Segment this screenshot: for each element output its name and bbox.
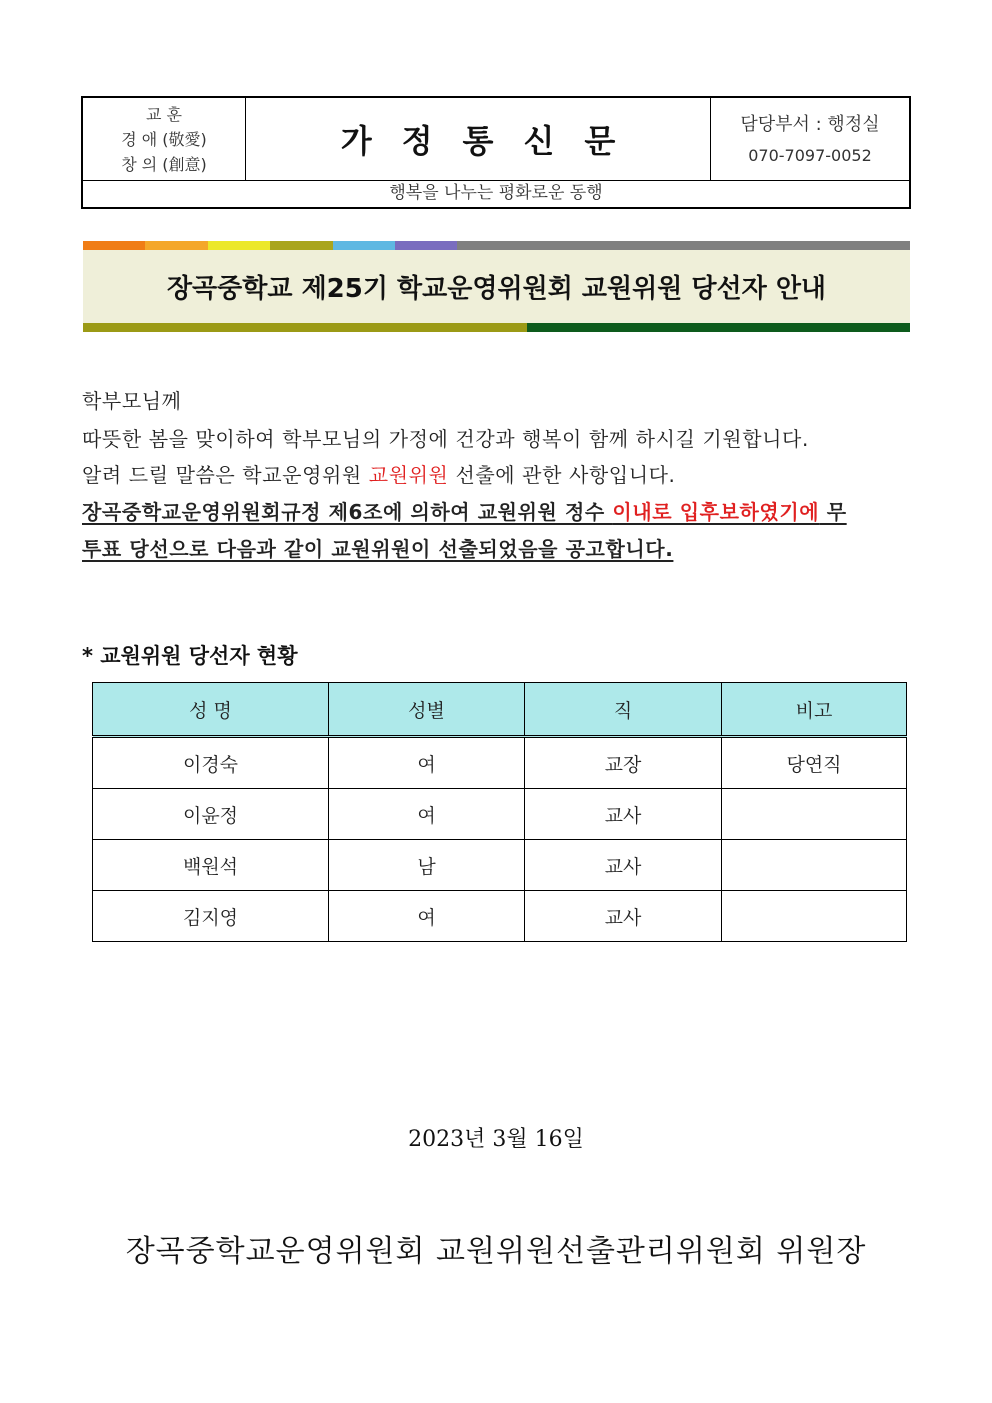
cell-gender: 여 bbox=[329, 789, 525, 840]
body-line-3 bbox=[82, 496, 847, 525]
cell-note bbox=[722, 789, 907, 840]
section-title: * 교원위원 당선자 현황 bbox=[82, 644, 298, 668]
cell-note: 당연직 bbox=[722, 737, 907, 789]
header-note: 비고 bbox=[722, 683, 907, 737]
cell-position: 교사 bbox=[525, 891, 722, 942]
table-row bbox=[93, 840, 907, 891]
department-label: 담당부서 : 행정실 bbox=[740, 114, 880, 135]
body-line-2 bbox=[82, 459, 676, 488]
header-name: 성 명 bbox=[93, 683, 329, 737]
school-slogan: 행복을 나누는 평화로운 동행 bbox=[389, 183, 603, 203]
cell-gender: 여 bbox=[329, 737, 525, 789]
strip-segment bbox=[83, 241, 145, 250]
newsletter-header bbox=[81, 96, 911, 209]
table-row bbox=[93, 789, 907, 840]
school-motto bbox=[83, 98, 246, 180]
cell-note bbox=[722, 891, 907, 942]
cell-position: 교사 bbox=[525, 789, 722, 840]
elected-members-table bbox=[92, 682, 907, 942]
strip-segment bbox=[270, 241, 333, 250]
header-top-row bbox=[83, 98, 909, 181]
body-line-4: 투표 당선으로 다음과 같이 교원위원이 선출되었음을 공고합니다. bbox=[82, 537, 674, 561]
cell-position: 교사 bbox=[525, 840, 722, 891]
table-row bbox=[93, 891, 907, 942]
motto-title: 교 훈 bbox=[146, 105, 182, 124]
table-row bbox=[93, 737, 907, 789]
department-phone: 070-7097-0052 bbox=[748, 146, 872, 165]
body-line-3-b: 무 bbox=[819, 500, 847, 524]
cell-note bbox=[722, 840, 907, 891]
strip-segment bbox=[145, 241, 208, 250]
cell-gender: 남 bbox=[329, 840, 525, 891]
table-header-row bbox=[93, 683, 907, 737]
cell-name: 이윤정 bbox=[93, 789, 329, 840]
signature-line: 장곡중학교운영위원회 교원위원선출관리위원회 위원장 bbox=[125, 1234, 867, 1269]
issue-date: 2023년 3월 16일 bbox=[408, 1127, 584, 1152]
strip-segment bbox=[333, 241, 395, 250]
notice-title: 장곡중학교 제25기 학교운영위원회 교원위원 당선자 안내 bbox=[83, 250, 910, 323]
body-line-2-b: 선출에 관한 사항입니다. bbox=[448, 463, 676, 487]
banner-bottom-bar bbox=[83, 323, 910, 332]
cell-name: 이경숙 bbox=[93, 737, 329, 789]
cell-name: 백원석 bbox=[93, 840, 329, 891]
bottom-bar-green bbox=[527, 323, 910, 332]
strip-segment bbox=[208, 241, 270, 250]
motto-line-2: 창 의 (創意) bbox=[121, 155, 207, 174]
strip-segment bbox=[395, 241, 457, 250]
cell-position: 교장 bbox=[525, 737, 722, 789]
body-line-2-a: 알려 드릴 말씀은 학교운영위원 bbox=[82, 463, 369, 487]
motto-line-1: 경 애 (敬愛) bbox=[121, 130, 207, 149]
masthead-title: 가정통신문 bbox=[246, 98, 711, 180]
department-info bbox=[711, 98, 909, 180]
cell-name: 김지영 bbox=[93, 891, 329, 942]
header-position: 직 bbox=[525, 683, 722, 737]
bottom-bar-olive bbox=[83, 323, 527, 332]
strip-segment bbox=[457, 241, 910, 250]
cell-gender: 여 bbox=[329, 891, 525, 942]
header-gender: 성별 bbox=[329, 683, 525, 737]
body-line-3-a: 장곡중학교운영위원회규정 제6조에 의하여 교원위원 정수 bbox=[82, 500, 613, 524]
body-line-1: 따뜻한 봄을 맞이하여 학부모님의 가정에 건강과 행복이 함께 하시길 기원합니다. bbox=[82, 427, 809, 451]
greeting: 학부모님께 bbox=[82, 389, 182, 413]
highlight-teacher-member: 교원위원 bbox=[368, 463, 449, 487]
banner-color-strip bbox=[83, 241, 910, 250]
highlight-candidacy: 이내로 입후보하였기에 bbox=[612, 500, 820, 524]
